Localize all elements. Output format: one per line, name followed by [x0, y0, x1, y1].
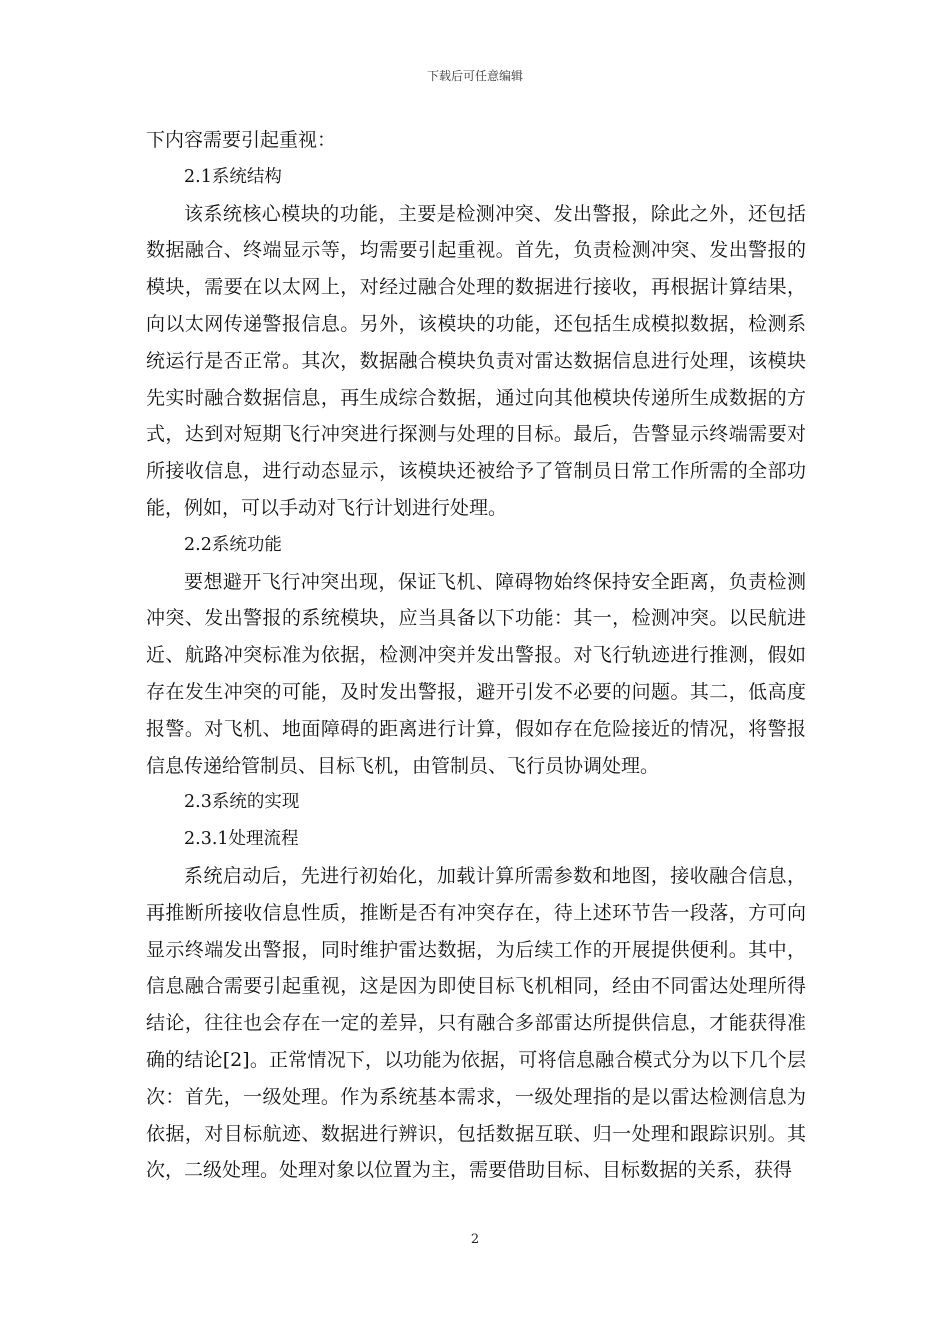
document-body — [146, 122, 806, 1189]
section-heading-2-1: 2.1系统结构 — [184, 166, 282, 187]
page-number: 2 — [470, 1232, 480, 1247]
section-heading-2-3: 2.3系统的实现 — [184, 792, 300, 813]
section-heading-2-2: 2.2系统功能 — [184, 534, 282, 555]
body-paragraph-processing-flow: 系统启动后，先进行初始化，加载计算所需参数和地图，接收融合信息，再推断所接收信息性质，推断是否有冲突存在，待上述环节告一段落，方可向显示终端发出警报，同时维护雷达数据，为后续工作的开展提供便利。其中，信息融合需要引起重视，这是因为即使目标飞机相同，经由不同雷达处理所得结论，往往也会存在一定的差异，只有融合多部雷达所提供信息，才能获得准确的结论[2]。正常情况下，以功能为依据，可将信息融合模式分为以下几个层次：首先，一级处理。作为系统基本需求，一级处理指的是以雷达检测信息为依据，对目标航迹、数据进行辨识，包括数据互联、归一处理和跟踪识别。其次，二级处理。处理对象以位置为主，需要借助目标、目标数据的关系，获得 — [146, 864, 806, 1182]
section-heading-2-3-1: 2.3.1处理流程 — [184, 829, 299, 850]
body-paragraph-system-structure: 该系统核心模块的功能，主要是检测冲突、发出警报，除此之外，还包括数据融合、终端显示等，均需要引起重视。首先，负责检测冲突、发出警报的模块，需要在以太网上，对经过融合处理的数据进行接收，再根据计算结果，向以太网传递警报信息。另外，该模块的功能，还包括生成模拟数据，检测系统运行是否正常。其次，数据融合模块负责对雷达数据信息进行处理，该模块先实时融合数据信息，再生成综合数据，通过向其他模块传递所生成数据的方式，达到对短期飞行冲突进行探测与处理的目标。最后，告警显示终端需要对所接收信息，进行动态显示，该模块还被给予了管制员日常工作所需的全部功能，例如，可以手动对飞行计划进行处理。 — [146, 202, 806, 519]
body-paragraph-system-function: 要想避开飞行冲突出现，保证飞机、障碍物始终保持安全距离，负责检测冲突、发出警报的系统模块，应当具备以下功能：其一，检测冲突。以民航进近、航路冲突标准为依据，检测冲突并发出警报。对飞行轨迹进行推测，假如存在发生冲突的可能，及时发出警报，避开引发不必要的问题。其二，低高度报警。对飞机、地面障碍的距离进行计算，假如存在危险接近的情况，将警报信息传递给管制员、目标飞机，由管制员、飞行员协调处理。 — [146, 570, 806, 777]
body-paragraph-continuation: 下内容需要引起重视： — [146, 129, 337, 151]
page-header: 下载后可任意编辑 — [426, 69, 523, 83]
